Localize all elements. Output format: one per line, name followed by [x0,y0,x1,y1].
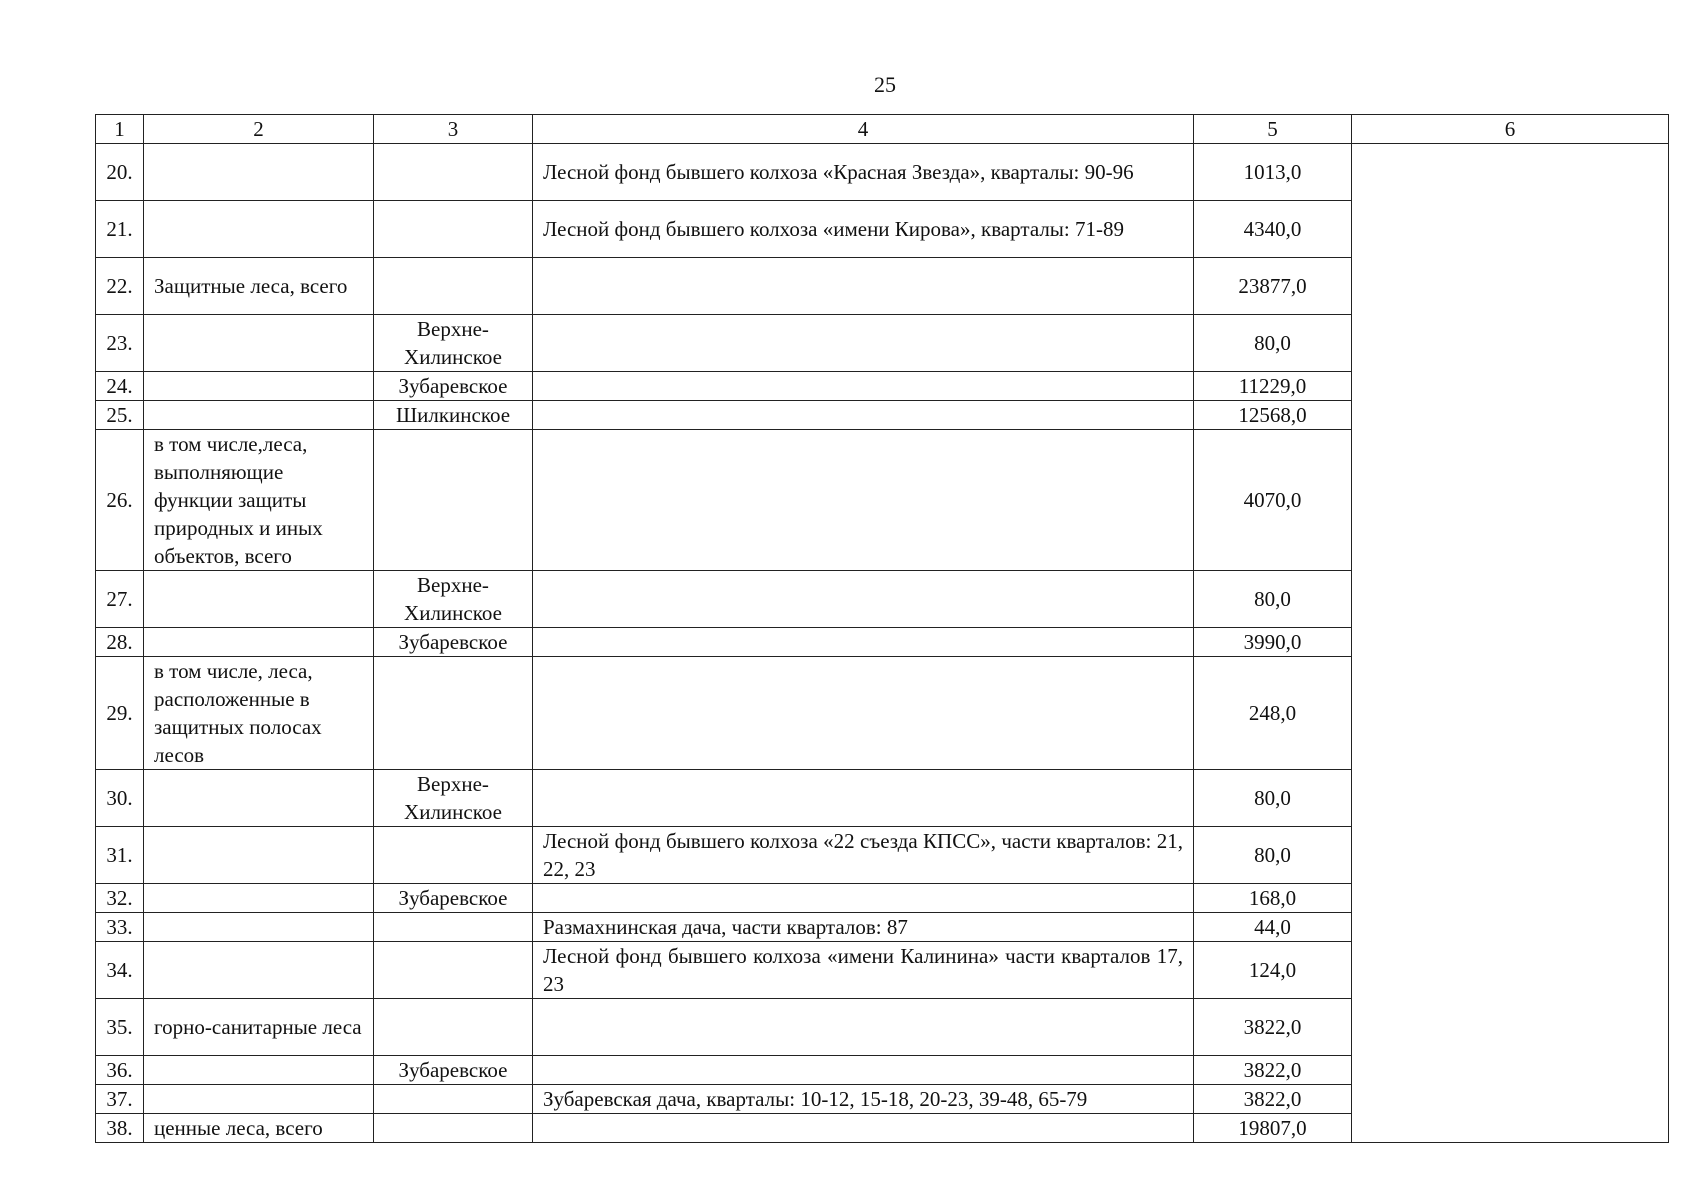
column-header: 3 [374,115,533,144]
forestry-cell [374,1085,533,1114]
area-cell: 124,0 [1194,942,1352,999]
row-number: 32. [96,884,144,913]
forestry-cell [374,657,533,770]
description-cell [533,571,1194,628]
area-cell: 80,0 [1194,571,1352,628]
description-cell: Зубаревская дача, кварталы: 10-12, 15-18, 20-23, 39-48, 65-79 [533,1085,1194,1114]
row-number: 30. [96,770,144,827]
description-cell [533,884,1194,913]
forestry-cell: Верхне-Хилинское [374,770,533,827]
area-cell: 4340,0 [1194,201,1352,258]
row-number: 21. [96,201,144,258]
category-cell [144,144,374,201]
row-number: 23. [96,315,144,372]
description-cell: Размахнинская дача, части кварталов: 87 [533,913,1194,942]
row-number: 27. [96,571,144,628]
description-cell [533,430,1194,571]
forestry-cell: Зубаревское [374,1056,533,1085]
row-number: 24. [96,372,144,401]
row-number: 26. [96,430,144,571]
category-cell [144,770,374,827]
description-cell: Лесной фонд бывшего колхоза «имени Калинина» части кварталов 17, 23 [533,942,1194,999]
row-number: 35. [96,999,144,1056]
forestry-cell: Зубаревское [374,628,533,657]
description-cell: Лесной фонд бывшего колхоза «имени Кирова», кварталы: 71-89 [533,201,1194,258]
row-number: 37. [96,1085,144,1114]
row-number: 34. [96,942,144,999]
category-cell [144,315,374,372]
table-row [96,144,1669,201]
category-cell: горно-санитарные леса [144,999,374,1056]
row-number: 22. [96,258,144,315]
category-cell [144,201,374,258]
area-cell: 80,0 [1194,770,1352,827]
description-cell [533,628,1194,657]
description-cell: Лесной фонд бывшего колхоза «Красная Звезда», кварталы: 90-96 [533,144,1194,201]
forestry-cell [374,827,533,884]
category-cell [144,1056,374,1085]
notes-cell [1352,144,1669,1143]
column-header: 6 [1352,115,1669,144]
category-cell [144,913,374,942]
description-cell [533,999,1194,1056]
row-number: 20. [96,144,144,201]
forestry-cell: Верхне-Хилинское [374,315,533,372]
area-cell: 4070,0 [1194,430,1352,571]
forestry-cell [374,144,533,201]
description-cell [533,258,1194,315]
area-cell: 3822,0 [1194,1056,1352,1085]
category-cell [144,942,374,999]
area-cell: 3990,0 [1194,628,1352,657]
forestry-cell [374,201,533,258]
category-cell [144,372,374,401]
area-cell: 11229,0 [1194,372,1352,401]
page-number: 25 [874,72,896,97]
area-cell: 19807,0 [1194,1114,1352,1143]
row-number: 31. [96,827,144,884]
forestry-cell [374,430,533,571]
description-cell [533,372,1194,401]
category-cell [144,1085,374,1114]
area-cell: 3822,0 [1194,1085,1352,1114]
forestry-cell: Зубаревское [374,372,533,401]
row-number: 33. [96,913,144,942]
column-header: 4 [533,115,1194,144]
category-cell [144,571,374,628]
row-number: 29. [96,657,144,770]
area-cell: 80,0 [1194,315,1352,372]
forestry-cell [374,913,533,942]
area-cell: 80,0 [1194,827,1352,884]
category-cell [144,401,374,430]
row-number: 25. [96,401,144,430]
description-cell [533,770,1194,827]
column-header: 2 [144,115,374,144]
forestry-cell: Зубаревское [374,884,533,913]
description-cell [533,401,1194,430]
category-cell: Защитные леса, всего [144,258,374,315]
description-cell: Лесной фонд бывшего колхоза «22 съезда КПСС», части кварталов: 21, 22, 23 [533,827,1194,884]
area-cell: 168,0 [1194,884,1352,913]
area-cell: 23877,0 [1194,258,1352,315]
category-cell [144,827,374,884]
forest-zones-table [95,114,1669,1143]
category-cell: ценные леса, всего [144,1114,374,1143]
category-cell [144,628,374,657]
category-cell: в том числе,леса, выполняющие функции защиты природных и иных объектов, всего [144,430,374,571]
forestry-cell [374,942,533,999]
description-cell [533,1114,1194,1143]
area-cell: 248,0 [1194,657,1352,770]
area-cell: 1013,0 [1194,144,1352,201]
area-cell: 12568,0 [1194,401,1352,430]
description-cell [533,657,1194,770]
forestry-cell [374,1114,533,1143]
column-number-row [96,115,1669,144]
column-header: 1 [96,115,144,144]
row-number: 28. [96,628,144,657]
row-number: 38. [96,1114,144,1143]
description-cell [533,315,1194,372]
column-header: 5 [1194,115,1352,144]
category-cell [144,884,374,913]
forestry-cell: Шилкинское [374,401,533,430]
row-number: 36. [96,1056,144,1085]
forestry-cell [374,999,533,1056]
area-cell: 3822,0 [1194,999,1352,1056]
area-cell: 44,0 [1194,913,1352,942]
forestry-cell [374,258,533,315]
forestry-cell: Верхне-Хилинское [374,571,533,628]
description-cell [533,1056,1194,1085]
category-cell: в том числе, леса, расположенные в защитных полосах лесов [144,657,374,770]
